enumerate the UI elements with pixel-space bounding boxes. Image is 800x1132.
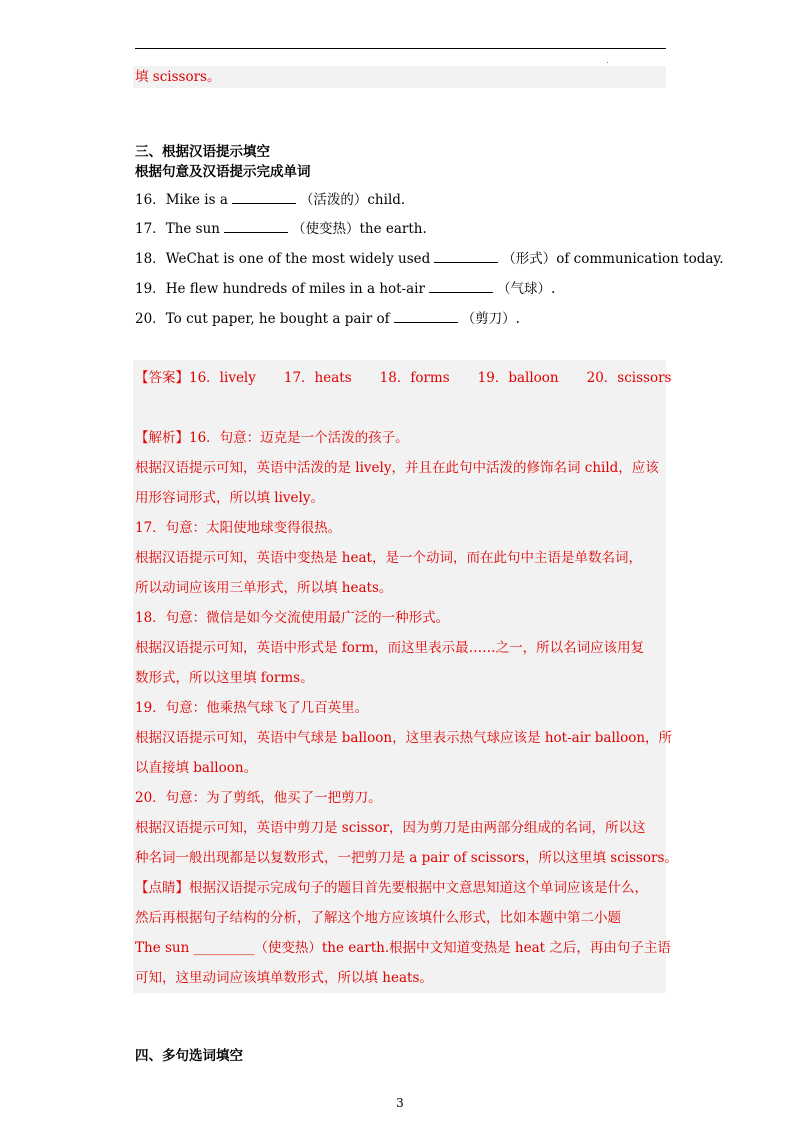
question-text-after: . (550, 281, 556, 297)
question-item (135, 219, 427, 239)
question-text-after: the earth. (359, 221, 427, 237)
answer-item: 19．balloon (477, 370, 559, 386)
answer-item: 16．lively (189, 370, 256, 386)
answer-blank[interactable] (429, 280, 493, 293)
question-number: 17． (135, 221, 166, 237)
answer-label: 【答案】 (135, 370, 189, 386)
question-text: The sun (165, 221, 220, 237)
answer-blank[interactable] (434, 250, 498, 263)
question-item (135, 309, 520, 329)
question-number: 19． (135, 281, 166, 297)
answer-blank[interactable] (394, 310, 458, 323)
analysis-line: 根据汉语提示可知，英语中活泼的是 lively，并且在此句中活泼的修饰名词 child，应该 (135, 460, 659, 476)
section3-subtitle: 根据句意及汉语提示完成单词 (135, 164, 311, 180)
analysis-line: 17．句意：太阳使地球变得很热。 (135, 520, 342, 536)
question-number: 20． (135, 311, 166, 327)
analysis-line: 根据汉语提示可知，英语中变热是 heat，是一个动词，而在此句中主语是单数名词， (135, 550, 642, 566)
top-note: 填 scissors。 (135, 69, 221, 85)
question-text: He flew hundreds of miles in a hot-air (165, 281, 425, 297)
analysis-line: 以直接填 balloon。 (135, 760, 258, 776)
section3-title: 三、根据汉语提示填空 (135, 144, 270, 160)
question-number: 18． (135, 251, 166, 267)
analysis-line: 【点睛】根据汉语提示完成句子的题目首先要根据中文意思知道这个单词应该是什么， (135, 880, 648, 896)
question-item (135, 249, 724, 269)
answer-blank[interactable] (224, 220, 288, 233)
analysis-line: 根据汉语提示可知，英语中形式是 form，而这里表示最……之一，所以名词应该用复 (135, 640, 645, 656)
answer-line (135, 368, 699, 388)
analysis-line: 可知，这里动词应该填单数形式，所以填 heats。 (135, 970, 433, 986)
question-hint: （活泼的） (299, 192, 368, 208)
analysis-line: 根据汉语提示可知，英语中剪刀是 scissor，因为剪刀是由两部分组成的名词，所以这 (135, 820, 646, 836)
question-text: WeChat is one of the most widely used (165, 251, 431, 267)
question-item (135, 279, 555, 299)
question-item (135, 190, 405, 210)
question-text-after: child. (367, 192, 406, 208)
answer-item: 20．scissors (586, 370, 672, 386)
question-text: Mike is a (165, 192, 228, 208)
question-text-after: . (515, 311, 520, 327)
question-number: 16． (135, 192, 166, 208)
answer-item: 18．forms (379, 370, 450, 386)
analysis-line: 所以动词应该用三单形式，所以填 heats。 (135, 580, 393, 596)
question-hint: （剪刀） (461, 311, 516, 327)
question-hint: （形式） (502, 251, 557, 267)
analysis-line: 19．句意：他乘热气球飞了几百英里。 (135, 700, 369, 716)
analysis-line: 18．句意：微信是如今交流使用最广泛的一种形式。 (135, 610, 450, 626)
analysis-line: 数形式，所以这里填 forms。 (135, 670, 314, 686)
question-hint: （气球） (496, 281, 551, 297)
question-text: To cut paper, he bought a pair of (165, 311, 390, 327)
question-text-after: of communication today. (556, 251, 724, 267)
analysis-line: 根据汉语提示可知，英语中气球是 balloon，这里表示热气球应该是 hot-air balloon，所 (135, 730, 673, 746)
analysis-line: 然后再根据句子结构的分析，了解这个地方应该填什么形式，比如本题中第二小题 (135, 910, 621, 926)
question-hint: （使变热） (291, 221, 360, 237)
section4-title: 四、多句选词填空 (135, 1048, 243, 1064)
answer-blank[interactable] (232, 191, 296, 204)
analysis-line: 用形容词形式，所以填 lively。 (135, 490, 324, 506)
header-dot: . (606, 56, 609, 65)
answer-item: 17．heats (283, 370, 352, 386)
analysis-line: The sun _________（使变热）the earth.根据中文知道变热是 heat 之后，再由句子主语 (135, 940, 671, 956)
header-rule (135, 48, 666, 49)
analysis-line: 种名词一般出现都是以复数形式，一把剪刀是 a pair of scissors，所以这里填 scissors。 (135, 850, 678, 866)
analysis-line: 20．句意：为了剪纸，他买了一把剪刀。 (135, 790, 382, 806)
analysis-line: 【解析】16．句意：迈克是一个活泼的孩子。 (135, 430, 409, 446)
page-number: 3 (396, 1096, 404, 1110)
